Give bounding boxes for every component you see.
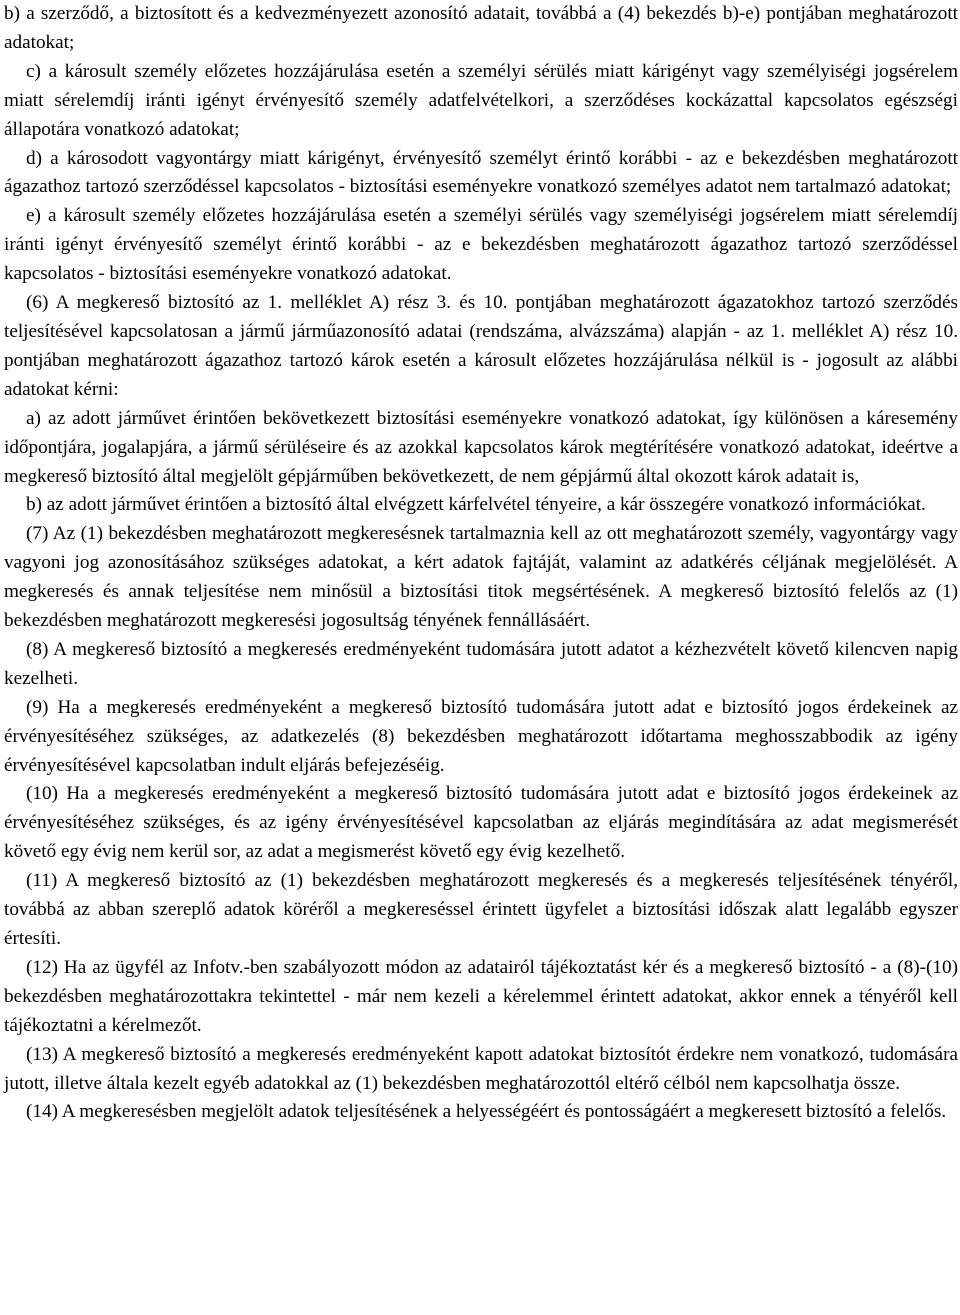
paragraph-6a-insured-events: a) az adott járművet érintően bekövetkezett biztosítási eseményekre vonatkozó adatokat, így különösen a káresemény időpontjára, jogalapjára, a jármű sérüléseire és az azokkal kapcsolatos károk megtérítésére vonatkozó adatokat, ideértve a megkereső biztosító által megjelölt gépjárműben bekövetkezett, de nem gépjármű által okozott károk adatait is,	[4, 407, 958, 487]
paragraph-10-one-year-retention: (10) Ha a megkeresés eredményeként a megkereső biztosító tudomására jutott adat e biztosító jogos érdekeinek az érvényesítéséhez szükséges, és az igény érvényesítésével kapcsolatban az eljárás megindítására az adat megismerését követő egy évig nem kerül sor, az adat a megismerést követő egy évig kezelhető.	[4, 783, 958, 863]
paragraph-9-retention-extension: (9) Ha a megkeresés eredményeként a megkereső biztosító tudomására jutott adat e biztosító jogos érdekeinek az érvényesítéséhez szükséges, az adatkezelés (8) bekezdésben meghatározott időtartama meghosszabbodik az igény érvényesítésével kapcsolatban indult eljárás befejezéséig.	[4, 696, 958, 776]
paragraph-c-health-data: c) a károsult személy előzetes hozzájárulása esetén a személyi sérülés miatt kárigényt vagy személyiségi jogsérelem miatt sérelemdíj iránti igényt érvényesítő személy adatfelvételkori, a szerződéses kockázattal kapcsolatos egészségi állapotára vonatkozó adatokat;	[4, 60, 958, 140]
paragraph-d-property-damage-data: d) a károsodott vagyontárgy miatt kárigényt, érvényesítő személyt érintő korábbi - az e bekezdésben meghatározott ágazathoz tartozó szerződéssel kapcsolatos - biztosítási eseményekre vonatkozó személyes adatot nem tartalmazó adatokat;	[4, 147, 958, 198]
paragraph-14-accuracy-responsibility: (14) A megkeresésben megjelölt adatok teljesítésének a helyességéért és pontosságáért a megkeresett biztosító a felelős.	[26, 1101, 947, 1123]
paragraph-7-request-contents: (7) Az (1) bekezdésben meghatározott megkeresésnek tartalmaznia kell az ott meghatározott személy, vagyontárgy vagy vagyoni jog azonosításához szükséges adatokat, a kért adatok fajtáját, valamint az adatkérés céljának megjelölését. A megkeresés és annak teljesítése nem minősül a biztosítási titok megsértésének. A megkereső biztosító felelős az (1) bekezdésben meghatározott megkeresési jogosultság tényének fennállásáért.	[4, 523, 958, 632]
paragraph-6-vehicle-data-request: (6) A megkereső biztosító az 1. melléklet A) rész 3. és 10. pontjában meghatározott ágazatokhoz tartozó szerződés teljesítésével kapcsolatosan a jármű járműazonosító adatai (rendszáma, alvázszáma) alapján - az 1. melléklet A) rész 10. pontjában meghatározott ágazathoz tartozó károk esetén a károsult előzetes hozzájárulása nélkül is - jogosult az alábbi adatokat kérni:	[4, 292, 958, 400]
paragraph-8-retention-period: (8) A megkereső biztosító a megkeresés eredményeként tudomására jutott adatot a kézhezvételt követő kilencven napig kezelheti.	[4, 638, 958, 689]
paragraph-b-insurance-party-data: b) a szerződő, a biztosított és a kedvezményezett azonosító adatait, továbbá a (4) bekezdés b)-e) pontjában meghatározott adatokat;	[4, 3, 958, 53]
paragraph-12-information-request: (12) Ha az ügyfél az Infotv.-ben szabályozott módon az adatairól tájékoztatást kér és a megkereső biztosító - a (8)-(10) bekezdésben meghatározottakra tekintettel - már nem kezeli a kérelemmel érintett adatokat, akkor ennek a tényéről kell tájékoztatni a kérelmezőt.	[4, 956, 958, 1036]
paragraph-e-personal-injury-data: e) a károsult személy előzetes hozzájárulása esetén a személyi sérülés vagy személyiségi jogsérelem miatt sérelemdíj iránti igényt érvényesítő személyt érintő korábbi - az e bekezdésben meghatározott ágazathoz tartozó szerződéssel kapcsolatos - biztosítási eseményekre vonatkozó adatokat.	[4, 205, 958, 285]
paragraph-6b-damage-assessment: b) az adott járművet érintően a biztosító által elvégzett kárfelvétel tényeire, a kár összegére vonatkozó információkat.	[26, 494, 926, 516]
document-page	[4, 0, 958, 1127]
paragraph-13-purpose-limitation: (13) A megkereső biztosító a megkeresés eredményeként kapott adatokat biztosítót érdekre nem vonatkozó, tudomására jutott, illetve általa kezelt egyéb adatokkal az (1) bekezdésben meghatározottól eltérő célból nem kapcsolhatja össze.	[4, 1043, 958, 1094]
paragraph-11-client-notification: (11) A megkereső biztosító az (1) bekezdésben meghatározott megkeresés és a megkeresés teljesítésének tényéről, továbbá az abban szereplő adatok köréről a megkereséssel érintett ügyfelet a biztosítási időszak alatt legalább egyszer értesíti.	[4, 870, 958, 949]
